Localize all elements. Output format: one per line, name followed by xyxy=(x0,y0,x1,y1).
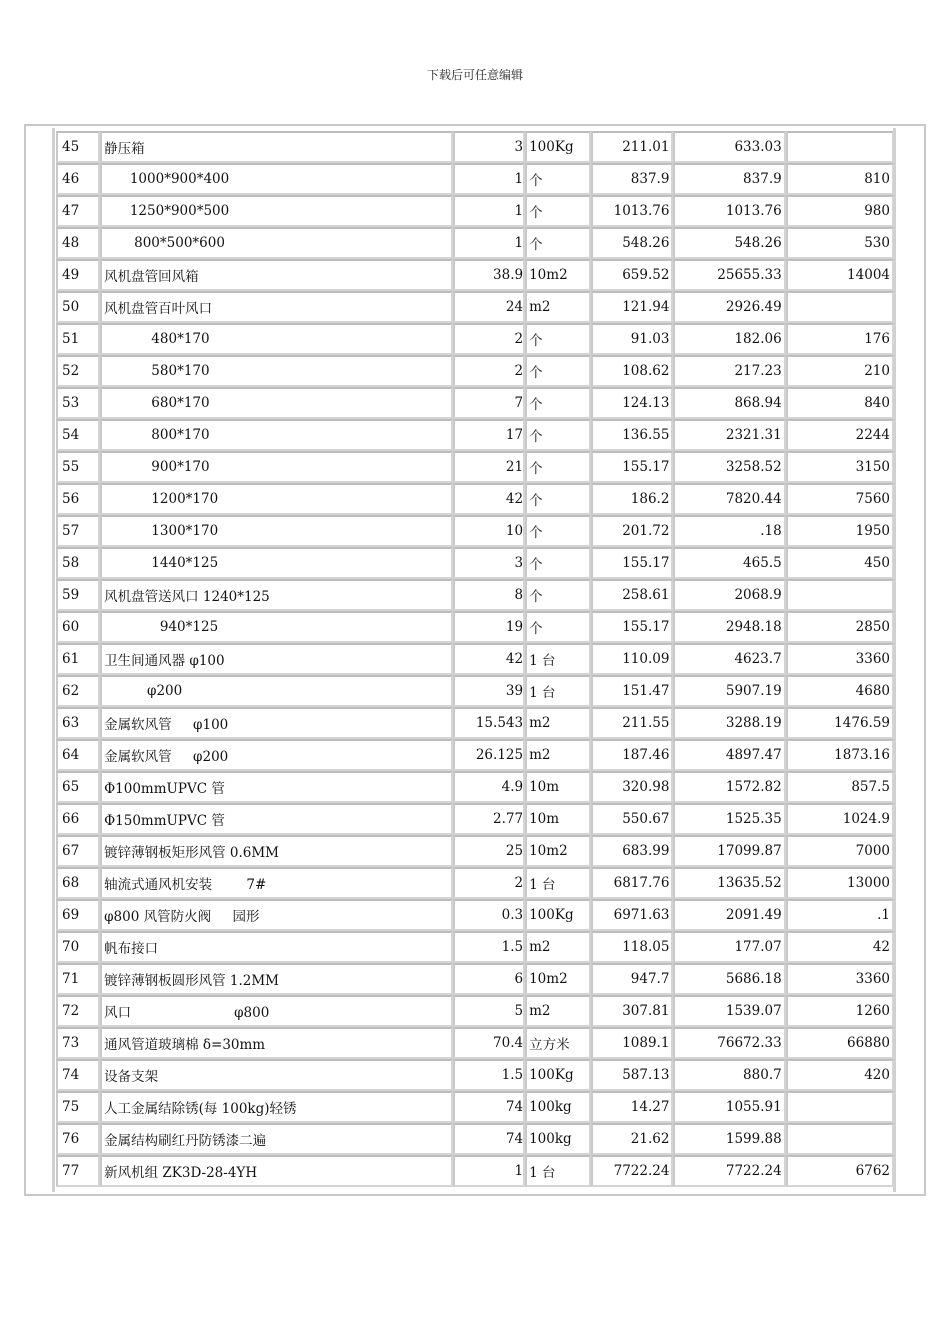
cell-unit: 1 台 xyxy=(525,675,591,707)
cell-price: 837.9 xyxy=(591,163,673,195)
cell-extra: 210 xyxy=(786,355,894,387)
cell-extra xyxy=(786,1123,894,1155)
cell-qty: 38.9 xyxy=(453,259,525,291)
table-row xyxy=(56,291,894,323)
cell-price: 151.47 xyxy=(591,675,673,707)
table-body xyxy=(56,131,894,1187)
cell-extra: 980 xyxy=(786,195,894,227)
cell-unit: 个 xyxy=(525,451,591,483)
cell-total: 3288.19 xyxy=(673,707,785,739)
cell-no: 46 xyxy=(56,163,100,195)
table-row xyxy=(56,355,894,387)
cell-extra: 1950 xyxy=(786,515,894,547)
cell-no: 45 xyxy=(56,131,100,163)
cell-price: 186.2 xyxy=(591,483,673,515)
cell-qty: 39 xyxy=(453,675,525,707)
cell-price: 6817.76 xyxy=(591,867,673,899)
cell-no: 53 xyxy=(56,387,100,419)
cell-unit: 100Kg xyxy=(525,131,591,163)
cell-price: 947.7 xyxy=(591,963,673,995)
cell-qty: 1 xyxy=(453,227,525,259)
cell-extra: 2244 xyxy=(786,419,894,451)
cell-qty: 1 xyxy=(453,195,525,227)
cell-price: 201.72 xyxy=(591,515,673,547)
cell-unit: 100Kg xyxy=(525,899,591,931)
cell-extra: 66880 xyxy=(786,1027,894,1059)
table-row xyxy=(56,611,894,643)
cell-name: 680*170 xyxy=(100,387,453,419)
table-row xyxy=(56,707,894,739)
cell-price: 136.55 xyxy=(591,419,673,451)
cell-name: 卫生间通风器 φ100 xyxy=(100,643,453,675)
table-row xyxy=(56,675,894,707)
cell-name: 金属软风管 φ100 xyxy=(100,707,453,739)
cell-unit: 个 xyxy=(525,547,591,579)
cell-no: 49 xyxy=(56,259,100,291)
cell-qty: 25 xyxy=(453,835,525,867)
cell-no: 67 xyxy=(56,835,100,867)
cell-qty: 8 xyxy=(453,579,525,611)
cell-qty: 26.125 xyxy=(453,739,525,771)
cell-unit: 个 xyxy=(525,419,591,451)
cell-price: 1013.76 xyxy=(591,195,673,227)
cell-extra: 530 xyxy=(786,227,894,259)
cell-qty: 42 xyxy=(453,643,525,675)
cell-no: 68 xyxy=(56,867,100,899)
cell-no: 76 xyxy=(56,1123,100,1155)
cell-name: 人工金属结除锈(每 100kg)轻锈 xyxy=(100,1091,453,1123)
cell-total: 25655.33 xyxy=(673,259,785,291)
cell-no: 75 xyxy=(56,1091,100,1123)
cell-extra: 1476.59 xyxy=(786,707,894,739)
table-row xyxy=(56,419,894,451)
cell-unit: 个 xyxy=(525,163,591,195)
cell-qty: 1.5 xyxy=(453,1059,525,1091)
cell-no: 50 xyxy=(56,291,100,323)
cell-qty: 2.77 xyxy=(453,803,525,835)
cell-name: 480*170 xyxy=(100,323,453,355)
cell-unit: 100kg xyxy=(525,1123,591,1155)
cell-qty: 42 xyxy=(453,483,525,515)
cell-total: 217.23 xyxy=(673,355,785,387)
cell-qty: 2 xyxy=(453,355,525,387)
cell-unit: 10m2 xyxy=(525,259,591,291)
cell-price: 550.67 xyxy=(591,803,673,835)
cell-extra: 3360 xyxy=(786,963,894,995)
cell-total: 465.5 xyxy=(673,547,785,579)
cell-qty: 74 xyxy=(453,1091,525,1123)
cell-extra: 4680 xyxy=(786,675,894,707)
cell-extra: 13000 xyxy=(786,867,894,899)
cell-qty: 10 xyxy=(453,515,525,547)
cell-unit: 个 xyxy=(525,323,591,355)
cell-unit: 1 台 xyxy=(525,1155,591,1187)
cell-price: 659.52 xyxy=(591,259,673,291)
cell-qty: 0.3 xyxy=(453,899,525,931)
cell-name: φ200 xyxy=(100,675,453,707)
table-row xyxy=(56,195,894,227)
cell-unit: 1 台 xyxy=(525,643,591,675)
table-row xyxy=(56,931,894,963)
cell-name: 800*170 xyxy=(100,419,453,451)
cell-extra xyxy=(786,131,894,163)
cell-total: 76672.33 xyxy=(673,1027,785,1059)
cell-extra: 7000 xyxy=(786,835,894,867)
cell-total: 182.06 xyxy=(673,323,785,355)
cell-extra xyxy=(786,579,894,611)
cell-extra: 840 xyxy=(786,387,894,419)
table-row xyxy=(56,323,894,355)
table-row xyxy=(56,259,894,291)
cell-unit: 个 xyxy=(525,387,591,419)
cell-qty: 15.543 xyxy=(453,707,525,739)
cell-unit: m2 xyxy=(525,707,591,739)
cell-price: 121.94 xyxy=(591,291,673,323)
table-row xyxy=(56,451,894,483)
cell-no: 59 xyxy=(56,579,100,611)
cell-extra: 2850 xyxy=(786,611,894,643)
cell-total: 868.94 xyxy=(673,387,785,419)
cell-no: 74 xyxy=(56,1059,100,1091)
table-row xyxy=(56,227,894,259)
cell-price: 14.27 xyxy=(591,1091,673,1123)
cell-total: 7722.24 xyxy=(673,1155,785,1187)
table-row xyxy=(56,387,894,419)
cell-no: 70 xyxy=(56,931,100,963)
cell-name: 设备支架 xyxy=(100,1059,453,1091)
page-header-note: 下载后可任意编辑 xyxy=(426,68,523,82)
cell-unit: 100Kg xyxy=(525,1059,591,1091)
cell-price: 91.03 xyxy=(591,323,673,355)
cell-price: 6971.63 xyxy=(591,899,673,931)
cell-price: 124.13 xyxy=(591,387,673,419)
cell-extra: 176 xyxy=(786,323,894,355)
cell-extra xyxy=(786,1091,894,1123)
cell-total: 1055.91 xyxy=(673,1091,785,1123)
table-row xyxy=(56,515,894,547)
cell-unit: 10m xyxy=(525,771,591,803)
cell-extra: 1260 xyxy=(786,995,894,1027)
cell-qty: 2 xyxy=(453,323,525,355)
cell-extra: 6762 xyxy=(786,1155,894,1187)
cell-no: 66 xyxy=(56,803,100,835)
cell-name: 帆布接口 xyxy=(100,931,453,963)
cell-qty: 24 xyxy=(453,291,525,323)
cell-total: 1525.35 xyxy=(673,803,785,835)
cell-extra: 420 xyxy=(786,1059,894,1091)
cell-total: .18 xyxy=(673,515,785,547)
cell-name: Φ100mmUPVC 管 xyxy=(100,771,453,803)
cell-price: 7722.24 xyxy=(591,1155,673,1187)
cell-no: 77 xyxy=(56,1155,100,1187)
cell-total: 880.7 xyxy=(673,1059,785,1091)
cell-extra: 42 xyxy=(786,931,894,963)
cell-extra: 450 xyxy=(786,547,894,579)
cell-qty: 7 xyxy=(453,387,525,419)
cell-price: 211.55 xyxy=(591,707,673,739)
cell-qty: 74 xyxy=(453,1123,525,1155)
table-row xyxy=(56,995,894,1027)
cell-total: 2068.9 xyxy=(673,579,785,611)
cell-unit: 个 xyxy=(525,579,591,611)
cell-name: 800*500*600 xyxy=(100,227,453,259)
cell-extra: 3150 xyxy=(786,451,894,483)
table-row xyxy=(56,1027,894,1059)
cell-name: 1200*170 xyxy=(100,483,453,515)
cell-qty: 5 xyxy=(453,995,525,1027)
cell-total: 2321.31 xyxy=(673,419,785,451)
cell-unit: 个 xyxy=(525,515,591,547)
cell-total: 633.03 xyxy=(673,131,785,163)
table-row xyxy=(56,1091,894,1123)
cell-name: φ800 风管防火阀 园形 xyxy=(100,899,453,931)
cell-name: 1440*125 xyxy=(100,547,453,579)
cell-name: Φ150mmUPVC 管 xyxy=(100,803,453,835)
cell-no: 60 xyxy=(56,611,100,643)
cell-name: 金属结构刷红丹防锈漆二遍 xyxy=(100,1123,453,1155)
cell-no: 71 xyxy=(56,963,100,995)
cell-total: 5907.19 xyxy=(673,675,785,707)
table-row xyxy=(56,771,894,803)
cell-total: 17099.87 xyxy=(673,835,785,867)
cell-unit: 1 台 xyxy=(525,867,591,899)
cell-name: 轴流式通风机安装 7# xyxy=(100,867,453,899)
cell-price: 307.81 xyxy=(591,995,673,1027)
cell-unit: 个 xyxy=(525,611,591,643)
cell-qty: 19 xyxy=(453,611,525,643)
cell-total: 2091.49 xyxy=(673,899,785,931)
cell-price: 155.17 xyxy=(591,611,673,643)
cell-price: 587.13 xyxy=(591,1059,673,1091)
cell-qty: 1.5 xyxy=(453,931,525,963)
cell-no: 63 xyxy=(56,707,100,739)
cell-no: 56 xyxy=(56,483,100,515)
table-row xyxy=(56,643,894,675)
cell-extra: 3360 xyxy=(786,643,894,675)
cell-extra: .1 xyxy=(786,899,894,931)
table-row xyxy=(56,963,894,995)
cell-qty: 4.9 xyxy=(453,771,525,803)
cell-price: 258.61 xyxy=(591,579,673,611)
cell-name: 风机盘管百叶风口 xyxy=(100,291,453,323)
cell-name: 镀锌薄钢板矩形风管 0.6MM xyxy=(100,835,453,867)
cell-unit: 个 xyxy=(525,355,591,387)
cell-name: 900*170 xyxy=(100,451,453,483)
cell-qty: 1 xyxy=(453,163,525,195)
cell-total: 177.07 xyxy=(673,931,785,963)
cell-total: 1539.07 xyxy=(673,995,785,1027)
cell-no: 61 xyxy=(56,643,100,675)
cell-total: 2948.18 xyxy=(673,611,785,643)
cell-no: 64 xyxy=(56,739,100,771)
cell-qty: 3 xyxy=(453,131,525,163)
cell-unit: 个 xyxy=(525,195,591,227)
cell-unit: 10m2 xyxy=(525,835,591,867)
cell-qty: 3 xyxy=(453,547,525,579)
cell-no: 72 xyxy=(56,995,100,1027)
cell-extra: 810 xyxy=(786,163,894,195)
cell-no: 62 xyxy=(56,675,100,707)
cell-name: 风口 φ800 xyxy=(100,995,453,1027)
cell-no: 65 xyxy=(56,771,100,803)
cell-no: 54 xyxy=(56,419,100,451)
cell-name: 镀锌薄钢板圆形风管 1.2MM xyxy=(100,963,453,995)
cell-name: 金属软风管 φ200 xyxy=(100,739,453,771)
cell-unit: 100kg xyxy=(525,1091,591,1123)
cell-total: 1599.88 xyxy=(673,1123,785,1155)
table-row xyxy=(56,1059,894,1091)
cell-name: 1250*900*500 xyxy=(100,195,453,227)
cell-unit: 10m xyxy=(525,803,591,835)
cell-extra: 1024.9 xyxy=(786,803,894,835)
cell-total: 3258.52 xyxy=(673,451,785,483)
cell-extra: 1873.16 xyxy=(786,739,894,771)
cell-unit: 个 xyxy=(525,227,591,259)
cell-qty: 17 xyxy=(453,419,525,451)
cell-no: 52 xyxy=(56,355,100,387)
cell-no: 55 xyxy=(56,451,100,483)
cell-extra: 7560 xyxy=(786,483,894,515)
cell-unit: m2 xyxy=(525,931,591,963)
cell-no: 69 xyxy=(56,899,100,931)
cell-price: 118.05 xyxy=(591,931,673,963)
cell-total: 7820.44 xyxy=(673,483,785,515)
cell-total: 4897.47 xyxy=(673,739,785,771)
cell-price: 108.62 xyxy=(591,355,673,387)
cell-unit: 个 xyxy=(525,483,591,515)
table-row xyxy=(56,1155,894,1187)
cell-price: 155.17 xyxy=(591,451,673,483)
cell-extra: 857.5 xyxy=(786,771,894,803)
table-row xyxy=(56,547,894,579)
cell-no: 57 xyxy=(56,515,100,547)
cell-no: 58 xyxy=(56,547,100,579)
cell-no: 51 xyxy=(56,323,100,355)
cell-no: 48 xyxy=(56,227,100,259)
cell-price: 683.99 xyxy=(591,835,673,867)
cell-price: 548.26 xyxy=(591,227,673,259)
cell-no: 47 xyxy=(56,195,100,227)
table-row xyxy=(56,899,894,931)
table-row xyxy=(56,131,894,163)
table-row xyxy=(56,163,894,195)
cell-unit: 立方米 xyxy=(525,1027,591,1059)
cell-name: 1300*170 xyxy=(100,515,453,547)
cell-price: 187.46 xyxy=(591,739,673,771)
cell-name: 1000*900*400 xyxy=(100,163,453,195)
cell-price: 21.62 xyxy=(591,1123,673,1155)
cell-unit: m2 xyxy=(525,291,591,323)
cell-extra: 14004 xyxy=(786,259,894,291)
cell-total: 1572.82 xyxy=(673,771,785,803)
cell-name: 风机盘管送风口 1240*125 xyxy=(100,579,453,611)
cell-unit: m2 xyxy=(525,995,591,1027)
cell-price: 211.01 xyxy=(591,131,673,163)
cell-total: 1013.76 xyxy=(673,195,785,227)
cell-qty: 6 xyxy=(453,963,525,995)
cost-table xyxy=(56,131,894,1187)
cell-total: 2926.49 xyxy=(673,291,785,323)
table-row xyxy=(56,739,894,771)
cell-price: 1089.1 xyxy=(591,1027,673,1059)
cell-total: 837.9 xyxy=(673,163,785,195)
cell-total: 4623.7 xyxy=(673,643,785,675)
cell-name: 940*125 xyxy=(100,611,453,643)
cell-unit: 10m2 xyxy=(525,963,591,995)
cell-qty: 1 xyxy=(453,1155,525,1187)
cell-qty: 21 xyxy=(453,451,525,483)
cell-price: 110.09 xyxy=(591,643,673,675)
cell-unit: m2 xyxy=(525,739,591,771)
cell-price: 320.98 xyxy=(591,771,673,803)
table-row xyxy=(56,579,894,611)
table-row xyxy=(56,1123,894,1155)
table-row xyxy=(56,835,894,867)
cell-price: 155.17 xyxy=(591,547,673,579)
cell-qty: 2 xyxy=(453,867,525,899)
table-row xyxy=(56,483,894,515)
table-row xyxy=(56,867,894,899)
cell-total: 5686.18 xyxy=(673,963,785,995)
table-row xyxy=(56,803,894,835)
cell-name: 新风机组 ZK3D-28-4YH xyxy=(100,1155,453,1187)
cell-name: 风机盘管回风箱 xyxy=(100,259,453,291)
cell-total: 13635.52 xyxy=(673,867,785,899)
cell-extra xyxy=(786,291,894,323)
cell-qty: 70.4 xyxy=(453,1027,525,1059)
cell-name: 通风管道玻璃棉 δ=30mm xyxy=(100,1027,453,1059)
cell-no: 73 xyxy=(56,1027,100,1059)
cell-name: 静压箱 xyxy=(100,131,453,163)
cell-name: 580*170 xyxy=(100,355,453,387)
cell-total: 548.26 xyxy=(673,227,785,259)
